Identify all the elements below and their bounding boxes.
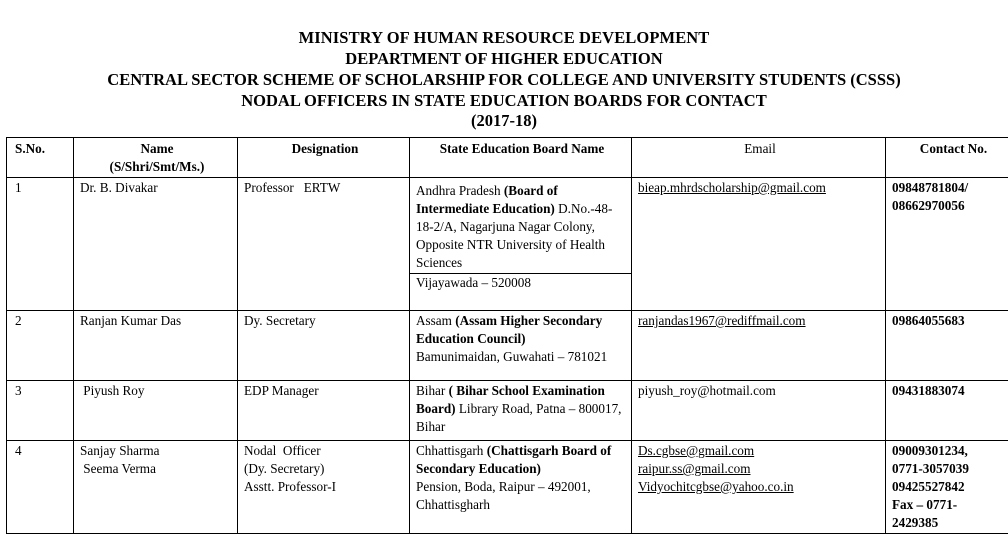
board-state: Andhra Pradesh <box>416 183 504 198</box>
header-contact: Contact No. <box>886 138 1008 178</box>
cell-sno: 1 <box>7 178 74 311</box>
email-link[interactable]: bieap.mhrdscholarship@gmail.com <box>638 179 882 197</box>
board-state: Chhattisgarh <box>416 443 487 458</box>
table-header-row <box>7 138 1008 178</box>
officer-name: Sanjay Sharma <box>80 442 234 460</box>
contact-number: 0771-3057039 <box>892 460 1008 478</box>
cell-name <box>74 381 238 441</box>
contact-number: 09009301234, <box>892 442 1008 460</box>
table-row <box>7 381 1008 441</box>
cell-contact <box>886 441 1008 534</box>
table-row <box>7 311 1008 381</box>
board-address: Bamunimaidan, Guwahati – 781021 <box>416 348 628 366</box>
cell-sno: 4 <box>7 441 74 534</box>
officer-designation: Professor ERTW <box>244 179 406 197</box>
officer-designation: (Dy. Secretary) <box>244 460 406 478</box>
header-email: Email <box>632 138 886 178</box>
cell-email <box>632 441 886 534</box>
header-name-label: Name <box>80 140 234 158</box>
contact-number: 09431883074 <box>892 382 1008 400</box>
cell-designation <box>238 441 410 534</box>
officer-designation: Dy. Secretary <box>244 312 406 330</box>
contact-number: 2429385 <box>892 514 1008 532</box>
board-name: ( Bihar School Examination Board) <box>416 383 605 416</box>
email-link[interactable]: Vidyochitcgbse@yahoo.co.in <box>638 478 882 496</box>
board-state: Bihar <box>416 383 449 398</box>
cell-email <box>632 311 886 381</box>
cell-contact <box>886 311 1008 381</box>
board-name: (Board of Intermediate Education) <box>416 183 558 216</box>
heading-ministry: MINISTRY OF HUMAN RESOURCE DEVELOPMENT <box>0 27 1008 49</box>
cell-contact <box>886 381 1008 441</box>
email-link[interactable]: ranjandas1967@rediffmail.com <box>638 312 882 330</box>
board-name: (Chattisgarh Board of Secondary Education) <box>416 443 611 476</box>
officer-name: Ranjan Kumar Das <box>80 312 234 330</box>
officer-designation: Asstt. Professor-I <box>244 478 406 496</box>
board-address: Pension, Boda, Raipur – 492001, Chhattisgharh <box>416 478 628 514</box>
board-address: Library Road, Patna – 800017, Bihar <box>416 401 621 434</box>
table-row <box>7 178 1008 311</box>
header-designation: Designation <box>238 138 410 178</box>
heading-department: DEPARTMENT OF HIGHER EDUCATION <box>0 48 1008 70</box>
board-state: Assam <box>416 313 455 328</box>
board-name: (Assam Higher Secondary Education Council) <box>416 313 602 346</box>
contact-number: 09425527842 <box>892 478 1008 496</box>
heading-nodal-officers: NODAL OFFICERS IN STATE EDUCATION BOARDS FOR CONTACT <box>0 90 1008 112</box>
header-sno: S.No. <box>7 138 74 178</box>
cell-designation <box>238 381 410 441</box>
cell-board <box>410 381 632 441</box>
nodal-officers-table <box>6 137 1008 534</box>
cell-name <box>74 178 238 311</box>
email-link[interactable]: Ds.cgbse@gmail.com <box>638 442 882 460</box>
cell-contact <box>886 178 1008 311</box>
header-name-titles: (S/Shri/Smt/Ms.) <box>80 158 234 176</box>
board-city: Vijayawada – 520008 <box>416 274 628 292</box>
board-address-landmark: Opposite NTR University of Health Sciences <box>416 236 628 272</box>
cell-board <box>410 441 632 534</box>
officer-designation: Nodal Officer <box>244 442 406 460</box>
cell-designation <box>238 178 410 311</box>
cell-name <box>74 441 238 534</box>
cell-sno: 3 <box>7 381 74 441</box>
contact-number: Fax – 0771- <box>892 496 1008 514</box>
heading-year: (2017-18) <box>0 110 1008 132</box>
cell-board <box>410 178 632 311</box>
cell-email <box>632 381 886 441</box>
officer-name: Seema Verma <box>80 460 234 478</box>
cell-board <box>410 311 632 381</box>
officer-name: Dr. B. Divakar <box>80 179 234 197</box>
officer-name: Piyush Roy <box>80 382 234 400</box>
cell-email <box>632 178 886 311</box>
contact-number: 09848781804/ <box>892 179 1008 197</box>
contact-number: 09864055683 <box>892 312 1008 330</box>
document-heading <box>0 27 1008 132</box>
cell-sno: 2 <box>7 311 74 381</box>
board-address: D.No.-48-18-2/A, Nagarjuna Nagar Colony, <box>416 201 612 234</box>
table-row <box>7 441 1008 534</box>
cell-name <box>74 311 238 381</box>
heading-scheme: CENTRAL SECTOR SCHEME OF SCHOLARSHIP FOR COLLEGE AND UNIVERSITY STUDENTS (CSSS) <box>0 69 1008 91</box>
officer-designation: EDP Manager <box>244 382 406 400</box>
board-divider <box>410 273 631 274</box>
email-text: piyush_roy@hotmail.com <box>638 382 882 400</box>
header-board: State Education Board Name <box>410 138 632 178</box>
header-name <box>74 138 238 178</box>
cell-designation <box>238 311 410 381</box>
contact-number: 08662970056 <box>892 197 1008 215</box>
email-link[interactable]: raipur.ss@gmail.com <box>638 460 882 478</box>
